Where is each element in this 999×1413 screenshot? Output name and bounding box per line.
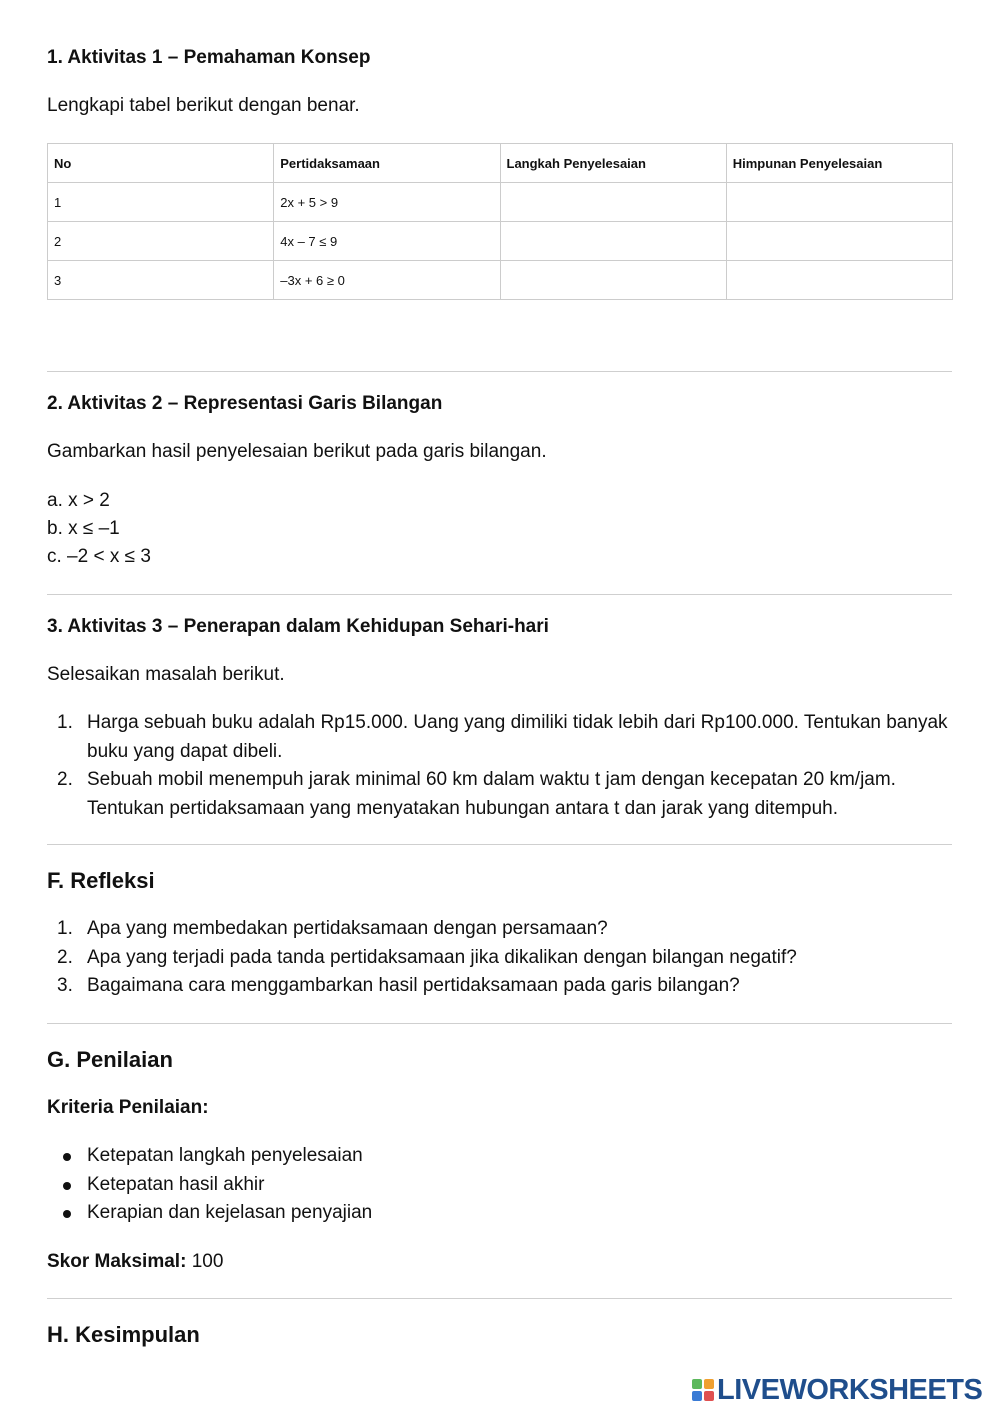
- logo-square-blue: [692, 1391, 702, 1401]
- table-cell-no: 2: [48, 222, 274, 261]
- table-cell-inequality: 4x – 7 ≤ 9: [274, 222, 500, 261]
- list-item-number: 1.: [57, 918, 73, 939]
- list-item: [47, 709, 952, 766]
- table-cell-inequality: –3x + 6 ≥ 0: [274, 261, 500, 300]
- activity1-instruction: Lengkapi tabel berikut dengan benar.: [47, 95, 360, 116]
- max-score-label: Skor Maksimal:: [47, 1251, 187, 1272]
- criteria-label: Kriteria Penilaian:: [47, 1097, 209, 1118]
- criteria-list: [47, 1142, 952, 1228]
- activity1-heading: 1. Aktivitas 1 – Pemahaman Konsep: [47, 47, 371, 68]
- table-cell-steps-answer[interactable]: [500, 261, 726, 300]
- activity1-table: [47, 143, 953, 300]
- logo-square-red: [704, 1391, 714, 1401]
- liveworksheets-logo[interactable]: [692, 1374, 982, 1406]
- list-item-text: Bagaimana cara menggambarkan hasil pertidaksamaan pada garis bilangan?: [87, 975, 740, 996]
- liveworksheets-logo-icon: [692, 1379, 714, 1401]
- refleksi-heading: F. Refleksi: [47, 868, 155, 893]
- bullet-icon: [63, 1210, 71, 1218]
- list-item: [47, 766, 952, 823]
- list-item-text: Apa yang terjadi pada tanda pertidaksamaan jika dikalikan dengan bilangan negatif?: [87, 946, 797, 968]
- kesimpulan-heading: H. Kesimpulan: [47, 1322, 200, 1347]
- table-header-steps: Langkah Penyelesaian: [500, 144, 726, 183]
- logo-square-green: [692, 1379, 702, 1389]
- table-header-no: No: [48, 144, 274, 183]
- list-item-number: 2.: [57, 769, 73, 790]
- table-cell-steps-answer[interactable]: [500, 222, 726, 261]
- list-item: a. x > 2: [47, 490, 110, 511]
- table-cell-solution-answer[interactable]: [726, 261, 952, 300]
- section-divider: [47, 1023, 952, 1024]
- bullet-icon: [63, 1182, 71, 1190]
- penilaian-heading: G. Penilaian: [47, 1047, 173, 1072]
- table-header-row: [48, 144, 953, 183]
- list-item-text: Ketepatan langkah penyelesaian: [87, 1145, 363, 1166]
- list-item-text: Ketepatan hasil akhir: [87, 1173, 265, 1195]
- table-row: [48, 261, 953, 300]
- section-divider: [47, 371, 952, 372]
- list-item-text: Harga sebuah buku adalah Rp15.000. Uang yang dimiliki tidak lebih dari Rp100.000. Tentukan banyak buku yang dapat dibeli.: [87, 712, 948, 762]
- table-row: [48, 183, 953, 222]
- list-item: [47, 972, 952, 1001]
- activity3-heading: 3. Aktivitas 3 – Penerapan dalam Kehidupan Sehari-hari: [47, 616, 549, 637]
- list-item: [47, 1171, 952, 1200]
- list-item-text: Kerapian dan kejelasan penyajian: [87, 1202, 373, 1223]
- list-item-text: Apa yang membedakan pertidaksamaan dengan persamaan?: [87, 918, 608, 939]
- list-item: c. –2 < x ≤ 3: [47, 546, 151, 567]
- list-item-number: 3.: [57, 975, 73, 996]
- activity2-items: [47, 487, 151, 571]
- max-score: [47, 1248, 223, 1276]
- table-cell-inequality: 2x + 5 > 9: [274, 183, 500, 222]
- list-item: [47, 1142, 952, 1171]
- logo-square-orange: [704, 1379, 714, 1389]
- logo-text: LIVEWORKSHEETS: [717, 1373, 983, 1406]
- bullet-icon: [63, 1153, 71, 1161]
- refleksi-question-list: [47, 915, 952, 1001]
- table-header-solution: Himpunan Penyelesaian: [726, 144, 952, 183]
- activity3-problem-list: [47, 709, 952, 823]
- list-item: [47, 915, 952, 944]
- table-cell-solution-answer[interactable]: [726, 222, 952, 261]
- table-cell-steps-answer[interactable]: [500, 183, 726, 222]
- activity2-heading: 2. Aktivitas 2 – Representasi Garis Bilangan: [47, 393, 443, 414]
- section-divider: [47, 1298, 952, 1299]
- table-cell-no: 1: [48, 183, 274, 222]
- list-item: [47, 944, 952, 973]
- list-item-number: 2.: [57, 946, 73, 968]
- activity2-instruction: Gambarkan hasil penyelesaian berikut pada garis bilangan.: [47, 441, 547, 462]
- list-item-text: Sebuah mobil menempuh jarak minimal 60 km dalam waktu t jam dengan kecepatan 20 km/jam. Tentukan pertidaksamaan yang menyatakan hubungan antara t dan jarak yang ditempuh.: [87, 769, 896, 819]
- table-row: [48, 222, 953, 261]
- list-item: b. x ≤ –1: [47, 518, 120, 539]
- table-cell-no: 3: [48, 261, 274, 300]
- section-divider: [47, 594, 952, 595]
- section-divider: [47, 844, 952, 845]
- max-score-value: 100: [191, 1251, 224, 1272]
- list-item-number: 1.: [57, 712, 73, 733]
- table-header-inequality: Pertidaksamaan: [274, 144, 500, 183]
- list-item: [47, 1199, 952, 1228]
- activity3-instruction: Selesaikan masalah berikut.: [47, 664, 285, 685]
- table-cell-solution-answer[interactable]: [726, 183, 952, 222]
